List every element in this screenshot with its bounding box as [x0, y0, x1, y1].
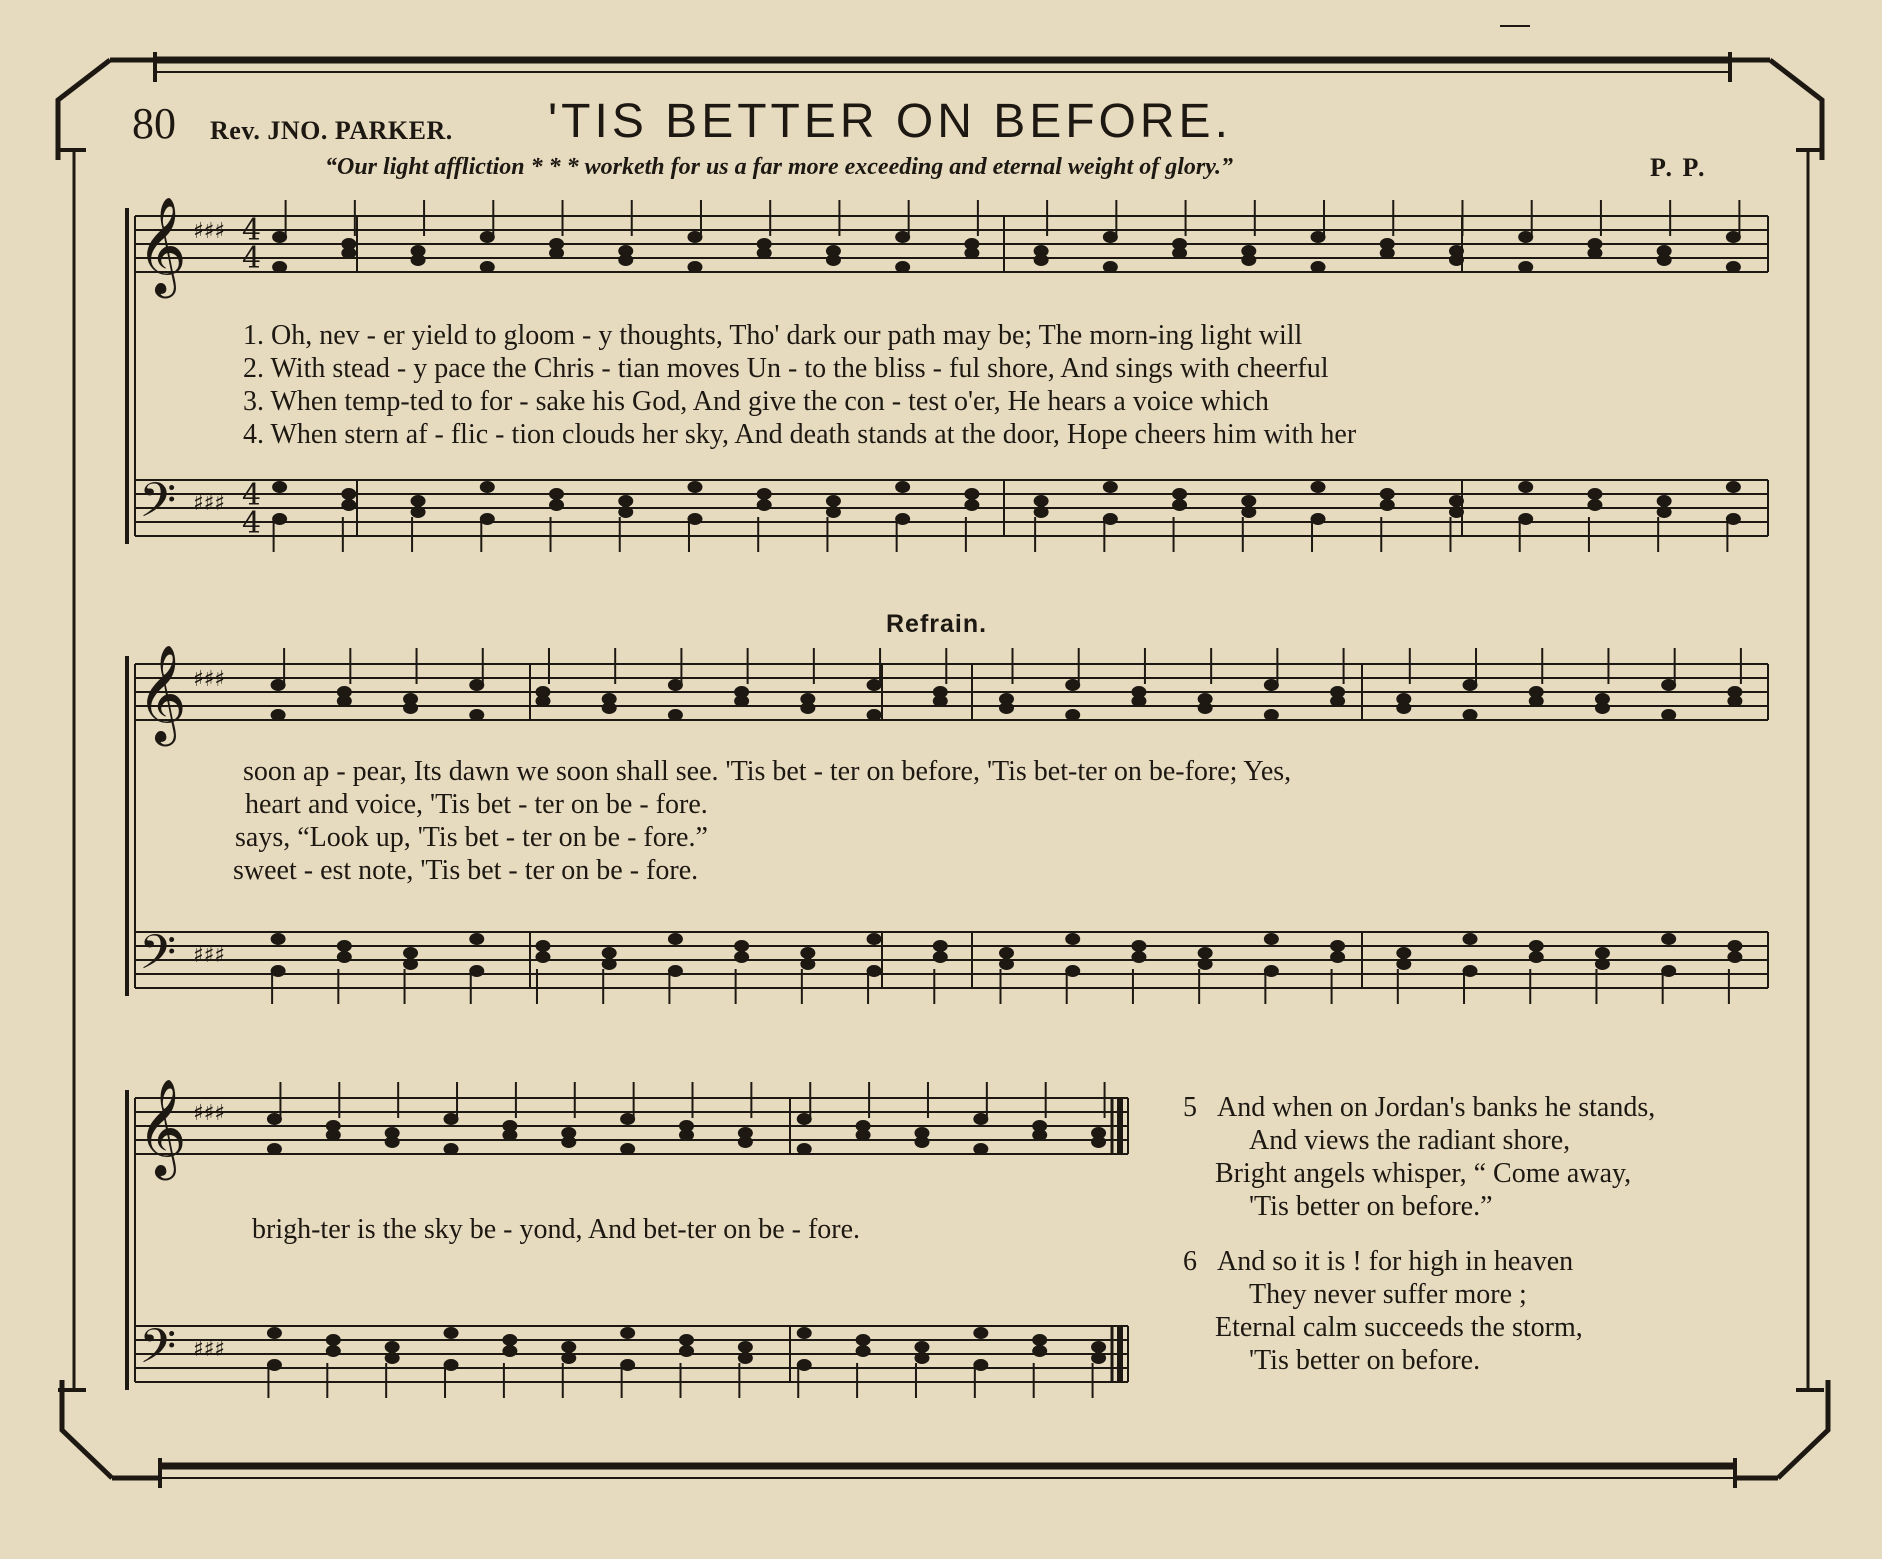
system-2-bass-note	[337, 941, 351, 952]
system-1-treble-note	[550, 248, 564, 259]
system-1-treble-note	[480, 262, 494, 273]
system-3-bass-note	[974, 1328, 988, 1339]
system-1-bass-note	[342, 489, 356, 500]
system-3-bass-note	[1092, 1342, 1106, 1353]
system-3-bass-note	[797, 1360, 811, 1371]
system-1-bass-note	[688, 482, 702, 493]
system-2-bass-note	[1132, 941, 1146, 952]
system-3-treble-note	[326, 1130, 340, 1141]
hymn-title: 'TIS BETTER ON BEFORE.	[548, 95, 1232, 148]
system-1-bass-note	[480, 482, 494, 493]
stanza-6-line-4: 'Tis better on before.	[1249, 1345, 1481, 1376]
time-sig-treble-bottom: 4	[242, 241, 262, 276]
system-3-bass-note	[1033, 1335, 1047, 1346]
system-1-bass-note	[1519, 482, 1533, 493]
system-2-bass-note	[1331, 952, 1345, 963]
verse-2-line: 2. With stead - y pace the Chris - tian moves Un - to the bliss - ful shore, And sings with cheerful	[243, 353, 1329, 384]
system-2-bass-note	[1662, 934, 1676, 945]
system-3-bass-note	[267, 1360, 281, 1371]
system-2-bass-note	[1264, 966, 1278, 977]
system-2-treble-note	[1662, 680, 1676, 691]
system-3-bass-note	[738, 1342, 752, 1353]
system-2-treble-key: ♯♯♯	[193, 667, 225, 692]
system-2-treble-note	[1728, 696, 1742, 707]
system-2-bass-note	[933, 941, 947, 952]
system-1-bass-note	[1588, 489, 1602, 500]
stanza-5-line-2: And views the radiant shore,	[1249, 1125, 1571, 1156]
system-2-treble-note	[1463, 680, 1477, 691]
system-1-bass-note	[1173, 489, 1187, 500]
system-2-treble-note	[536, 696, 550, 707]
system-1-bass-note	[965, 489, 979, 500]
system-1-bass-note	[1449, 507, 1463, 518]
system-1-treble-note	[1449, 255, 1463, 266]
system-2-treble-note	[602, 703, 616, 714]
system-2-bass-note	[337, 952, 351, 963]
system-2-treble-note	[1198, 703, 1212, 714]
system-1-treble-note	[1726, 232, 1740, 243]
system-1-treble-note	[1519, 232, 1533, 243]
system-3-treble-note	[915, 1137, 929, 1148]
system-1-bass-note	[411, 507, 425, 518]
system-1-bass-note	[1034, 507, 1048, 518]
system-3-treble-note	[503, 1130, 517, 1141]
system-3-treble-note	[1033, 1130, 1047, 1141]
system-2-treble-note	[1595, 703, 1609, 714]
system-1-treble-note	[757, 248, 771, 259]
system-1-treble-note	[1311, 232, 1325, 243]
system-2-treble-note	[470, 680, 484, 691]
final-line-lyric: brigh-ter is the sky be - yond, And bet-ter on be - fore.	[252, 1214, 861, 1245]
system-1-treble-note	[273, 262, 287, 273]
system-3-bass-clef: 𝄢	[139, 1318, 177, 1386]
system-2-bass-note	[1463, 966, 1477, 977]
system-2-bass-note	[536, 952, 550, 963]
system-2-bass-note	[735, 952, 749, 963]
system-3-bass-note	[326, 1346, 340, 1357]
stanza-6-line-3: Eternal calm succeeds the storm,	[1215, 1312, 1583, 1343]
system-2-bass-note	[1066, 934, 1080, 945]
system-3-treble-note	[267, 1114, 281, 1125]
system-1-bass-note	[273, 514, 287, 525]
system-1-treble-note	[411, 255, 425, 266]
system-2-bass-note	[1000, 959, 1014, 970]
system-2-bass-key: ♯♯♯	[193, 943, 225, 968]
system-1-treble-note	[1588, 248, 1602, 259]
stanza-6-line-2: They never suffer more ;	[1249, 1279, 1527, 1310]
system-3-bass-note	[621, 1328, 635, 1339]
system-1-treble-note	[273, 232, 287, 243]
system-1-bass-note	[965, 500, 979, 511]
stanza-5-line-3: Bright angels whisper, “ Come away,	[1215, 1158, 1632, 1189]
system-2-bass-note	[1595, 959, 1609, 970]
system-3-treble-note	[797, 1144, 811, 1155]
system-2-treble-note	[271, 710, 285, 721]
system-3-treble-note	[385, 1137, 399, 1148]
system-2-treble-note	[867, 710, 881, 721]
system-1-bass-note	[1657, 507, 1671, 518]
system-3-treble-note	[621, 1144, 635, 1155]
system-2-bass-note	[668, 934, 682, 945]
system-2-bass-clef: 𝄢	[139, 924, 177, 992]
system-3-bass-note	[680, 1335, 694, 1346]
system-1-treble-note	[480, 232, 494, 243]
system-3-treble-key: ♯♯♯	[193, 1101, 225, 1126]
time-sig-bass-top: 4	[242, 478, 262, 513]
system-3-treble-note	[797, 1114, 811, 1125]
system-3-bass-note	[915, 1342, 929, 1353]
system-2-treble-note	[1397, 703, 1411, 714]
system-2-bass-note	[1529, 941, 1543, 952]
system-3-treble-note	[974, 1144, 988, 1155]
system-3-bass-note	[444, 1360, 458, 1371]
system-2-bass-note	[1264, 934, 1278, 945]
system-1-bass-note	[1726, 482, 1740, 493]
system-2-bass-note	[735, 941, 749, 952]
system-2-bass-note	[602, 948, 616, 959]
system-2-bass-note	[933, 952, 947, 963]
system-2-treble-note	[271, 680, 285, 691]
system-2-bass-note	[1662, 966, 1676, 977]
system-2-bass-note	[470, 934, 484, 945]
system-3-bass-note	[974, 1360, 988, 1371]
system-2-bass-note	[1397, 959, 1411, 970]
epigraph: “Our light affliction * * * worketh for us a far more exceeding and eternal weight of glory.”	[325, 154, 1234, 180]
system-1-bass-note	[1103, 482, 1117, 493]
system-1-treble-note	[896, 262, 910, 273]
system-3-bass-note	[856, 1346, 870, 1357]
system-2-treble-note	[1066, 680, 1080, 691]
system-1-bass-note	[550, 500, 564, 511]
system-2-bass-note	[1397, 948, 1411, 959]
system-1-treble-note	[1173, 248, 1187, 259]
system-3-bass-note	[562, 1353, 576, 1364]
system-2-treble-note	[470, 710, 484, 721]
system-1-bass-note	[1588, 500, 1602, 511]
system-1-bass-note	[896, 514, 910, 525]
stanza-6-line-1: And so it is ! for high in heaven	[1217, 1246, 1574, 1277]
system-1-bass-key: ♯♯♯	[193, 491, 225, 516]
system-2-bass-note	[1000, 948, 1014, 959]
system-2-treble-clef: 𝄞	[137, 644, 187, 742]
system-2-bass-note	[1728, 952, 1742, 963]
system-1-treble-note	[1103, 262, 1117, 273]
system-3-bass-note	[915, 1353, 929, 1364]
system-2-bass-note	[668, 966, 682, 977]
system-3-bass-note	[562, 1342, 576, 1353]
system-2-bass-note	[801, 948, 815, 959]
system-2-treble-note	[1662, 710, 1676, 721]
system-2-treble-note	[337, 696, 351, 707]
stanza-6-number: 6	[1183, 1246, 1197, 1277]
system-1-bass-note	[1311, 514, 1325, 525]
system-3-bass-note	[738, 1353, 752, 1364]
system-1-treble-note	[1034, 255, 1048, 266]
system-3-treble-note	[856, 1130, 870, 1141]
stanza-5-number: 5	[1183, 1092, 1197, 1123]
system-3-treble-note	[267, 1144, 281, 1155]
system-2-bass-note	[1529, 952, 1543, 963]
verse-1-line: 1. Oh, nev - er yield to gloom - y thoughts, Tho' dark our path may be; The morn-ing light will	[243, 320, 1303, 351]
system-3-bass-note	[326, 1335, 340, 1346]
verse-4-line: 4. When stern af - flic - tion clouds her sky, And death stands at the door, Hope cheers him with her	[243, 419, 1357, 450]
system-3-bass-note	[797, 1328, 811, 1339]
system-2-bass-note	[1198, 959, 1212, 970]
system-1-bass-note	[1380, 500, 1394, 511]
system-1-treble-note	[1726, 262, 1740, 273]
refrain-label: Refrain.	[886, 610, 988, 638]
system-1-bass-clef: 𝄢	[139, 472, 177, 540]
system-3-treble-note	[680, 1130, 694, 1141]
system-2-treble-note	[668, 710, 682, 721]
time-sig-treble-top: 4	[242, 213, 262, 248]
system-1-treble-note	[1311, 262, 1325, 273]
system-1-bass-note	[480, 514, 494, 525]
composer-initials: P. P.	[1650, 153, 1707, 182]
system-1-bass-note	[550, 489, 564, 500]
system-3-treble-note	[738, 1137, 752, 1148]
system-1-bass-note	[1519, 514, 1533, 525]
system-1-bass-note	[411, 496, 425, 507]
system-3-bass-note	[1092, 1353, 1106, 1364]
stanza-5-line-1: And when on Jordan's banks he stands,	[1217, 1092, 1656, 1123]
system-3-bass-note	[385, 1342, 399, 1353]
system-1-bass-note	[1380, 489, 1394, 500]
system-2-bass-note	[1132, 952, 1146, 963]
system-2-treble-note	[1331, 696, 1345, 707]
system-2-bass-note	[1066, 966, 1080, 977]
system-3-bass-key: ♯♯♯	[193, 1337, 225, 1362]
system-2-treble-note	[801, 703, 815, 714]
system-2-treble-note	[867, 680, 881, 691]
system-1-bass-note	[1657, 496, 1671, 507]
system-3-treble-note	[444, 1144, 458, 1155]
system-2-bass-note	[404, 948, 418, 959]
system-1-bass-note	[826, 507, 840, 518]
system-1-bass-note	[1726, 514, 1740, 525]
system-2-bass-note	[470, 966, 484, 977]
system-1-bass-note	[1242, 496, 1256, 507]
hymn-author: Rev. JNO. PARKER.	[210, 116, 453, 145]
system-2-treble-note	[1264, 710, 1278, 721]
system-3-treble-note	[562, 1137, 576, 1148]
system-3-treble-clef: 𝄞	[137, 1078, 187, 1176]
system-1-bass-note	[1242, 507, 1256, 518]
system-2-treble-note	[404, 703, 418, 714]
system-3-bass-note	[503, 1335, 517, 1346]
system-1-treble-note	[965, 248, 979, 259]
system-1-treble-note	[1519, 262, 1533, 273]
system-1-treble-note	[1242, 255, 1256, 266]
system-1-treble-note	[688, 262, 702, 273]
system-2-bass-note	[404, 959, 418, 970]
system-2-bass-note	[271, 934, 285, 945]
system-2-treble-note	[933, 696, 947, 707]
system-1-bass-note	[826, 496, 840, 507]
system-1-bass-note	[1103, 514, 1117, 525]
system-1-treble-note	[688, 232, 702, 243]
system-1-treble-note	[619, 255, 633, 266]
system-1-bass-note	[1449, 496, 1463, 507]
system-1-bass-note	[757, 500, 771, 511]
system-2-bass-note	[602, 959, 616, 970]
system-2-bass-note	[536, 941, 550, 952]
system-1-bass-note	[619, 496, 633, 507]
system-2-treble-note	[1264, 680, 1278, 691]
system-3-bass-note	[385, 1353, 399, 1364]
system-1-bass-note	[688, 514, 702, 525]
system-1-treble-note	[1657, 255, 1671, 266]
system-1-bass-note	[342, 500, 356, 511]
system-2-treble-note	[1529, 696, 1543, 707]
system-3-bass-note	[856, 1335, 870, 1346]
refrain-verse-4: sweet - est note, 'Tis bet - ter on be - fore.	[233, 855, 699, 886]
system-2-bass-note	[1463, 934, 1477, 945]
system-1-bass-note	[1173, 500, 1187, 511]
system-1-treble-note	[342, 248, 356, 259]
system-1-treble-note	[1103, 232, 1117, 243]
system-1-bass-note	[1311, 482, 1325, 493]
system-2-treble-note	[1000, 703, 1014, 714]
system-1-treble-clef: 𝄞	[137, 196, 187, 294]
system-1-treble-key: ♯♯♯	[193, 219, 225, 244]
system-2-bass-note	[1331, 941, 1345, 952]
system-3-bass-note	[680, 1346, 694, 1357]
system-2-treble-note	[1066, 710, 1080, 721]
system-2-bass-note	[1595, 948, 1609, 959]
refrain-verse-2: heart and voice, 'Tis bet - ter on be - fore.	[245, 789, 708, 820]
verse-3-line: 3. When temp-ted to for - sake his God, And give the con - test o'er, He hears a voice which	[243, 386, 1269, 417]
system-3-treble-note	[1092, 1137, 1106, 1148]
system-3-bass-note	[621, 1360, 635, 1371]
system-2-bass-note	[801, 959, 815, 970]
refrain-verse-1: soon ap - pear, Its dawn we soon shall see. 'Tis bet - ter on before, 'Tis bet-ter on be-fore; Yes,	[243, 756, 1292, 787]
system-3-bass-note	[444, 1328, 458, 1339]
system-1-bass-note	[273, 482, 287, 493]
system-3-treble-note	[444, 1114, 458, 1125]
system-3-bass-note	[267, 1328, 281, 1339]
system-2-bass-note	[271, 966, 285, 977]
system-2-treble-note	[1132, 696, 1146, 707]
system-2-bass-note	[867, 934, 881, 945]
system-3-bass-note	[1033, 1346, 1047, 1357]
system-2-bass-note	[867, 966, 881, 977]
system-2-bass-note	[1198, 948, 1212, 959]
system-3-bass-note	[503, 1346, 517, 1357]
system-2-treble-note	[735, 696, 749, 707]
time-sig-bass-bottom: 4	[242, 506, 262, 541]
system-1-bass-note	[757, 489, 771, 500]
system-2-treble-note	[668, 680, 682, 691]
stanza-5-line-4: 'Tis better on before.”	[1249, 1191, 1493, 1222]
system-1-bass-note	[619, 507, 633, 518]
system-3-treble-note	[621, 1114, 635, 1125]
system-3-treble-note	[974, 1114, 988, 1125]
system-1-bass-note	[1034, 496, 1048, 507]
page-number: 80	[132, 99, 176, 148]
system-2-treble-note	[1463, 710, 1477, 721]
system-1-treble-note	[826, 255, 840, 266]
system-1-treble-note	[1380, 248, 1394, 259]
system-2-bass-note	[1728, 941, 1742, 952]
system-1-treble-note	[896, 232, 910, 243]
refrain-verse-3: says, “Look up, 'Tis bet - ter on be - fore.”	[235, 822, 708, 853]
system-1-bass-note	[896, 482, 910, 493]
